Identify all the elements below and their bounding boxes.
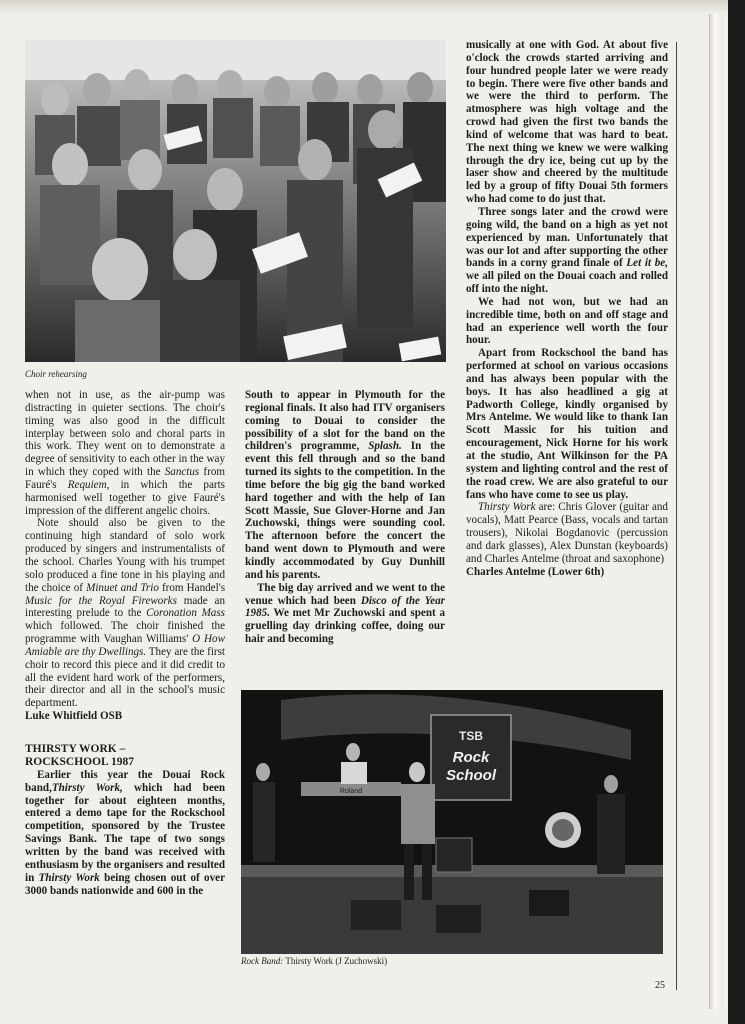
col3-paragraph-1: musically at one with God. At about five o'clock the crowds started arriving and four hundred people later we were ready to begin. There were five other bands and we were the third to perform. The atmosphere was high voltage and the crowd had given the first two bands the kind of welcome that was hard to beat. The next thing we knew we were walking through the dry ice, being cut up by the laser show and cheered by the multitude led by a group of fifty Douai 5th formers who had come to do just that. — [466, 39, 668, 206]
column-2 — [245, 389, 445, 646]
page-number: 25 — [655, 980, 665, 991]
col3-signature: Charles Antelme (Lower 6th) — [466, 565, 605, 578]
stage-banner-text: TSB — [459, 729, 483, 743]
column-3 — [466, 39, 668, 578]
article-heading — [25, 743, 225, 769]
choir-photo — [25, 40, 446, 362]
col3-paragraph-3: We had not won, but we had an incredible time, both on and off stage and had an experience well worth the four hour. — [466, 295, 668, 347]
amp-label: Roland — [339, 788, 363, 795]
page-top-shadow — [0, 0, 728, 14]
rock-band-photo-caption: Rock Band: Thirsty Work (J Zuchowski) — [241, 956, 388, 966]
column-rule — [676, 42, 677, 990]
column-1 — [25, 389, 225, 897]
col3-paragraph-4: Apart from Rockschool the band has performed at school on various occasions and has always been popular with the boys. It has also headlined a gig at Padworth College, kindly organised by Mrs Antelme. We would like to thank Ian Scott Massic for his tuition and encouragement, Nick Horne for his work at the studio, Ant Wilkinson for the PA system and lighting control and the rest of the road crew. We are also grateful to our fans who have come to see us play. — [466, 347, 668, 501]
col2-paragraph-2: The big day arrived and we went to the venue which had been Disco of the Year 1985. We met Mr Zuchowski and spent a gruelling day drinking coffee, doing our hair and becoming — [245, 581, 445, 646]
article-heading-line-1: THIRSTY WORK – — [25, 742, 126, 755]
choir-photo-caption: Choir rehearsing — [25, 369, 87, 379]
col1-paragraph-3: Earlier this year the Douai Rock band,Thirsty Work, which had been together for about eighteen months, entered a demo tape for the Rockschool competition, sponsored by the Trustee Savings Bank. The tape of two songs written by the band was received with enthusiasm by the organisers and resulted in Thirsty Work being chosen out of over 3000 bands nationwide and 600 in the — [25, 768, 225, 897]
rock-band-photo — [241, 690, 663, 954]
stage-logo-line-2: School — [445, 767, 497, 784]
page-edge — [709, 14, 723, 1009]
col1-signature: Luke Whitfield OSB — [25, 710, 123, 723]
article-heading-line-2: ROCKSCHOOL 1987 — [25, 755, 134, 768]
col1-paragraph-1: when not in use, as the air-pump was distracting in quieter sections. The choir's timing was also good in the difficult interplay between solo and choral parts in this work. They went on to demonstrate a degree of sensitivity to each other in the way in which they coped with the Sanctus from Fauré's Requiem, in which the parts harmonised well together to give Fauré's impression of the different angelic choirs. — [25, 389, 226, 517]
col2-paragraph-1: South to appear in Plymouth for the regional finals. It also had ITV organisers coming to Douai to consider the possibility of a slot for the band on the children's programme, Splash. In the event this fell through and so the band turned its sights to the competition. In the time before the big gig the band worked hard together and with the help of Ian Scott Massie, Sue Glover-Horne and Jan Zuchowski, things were sounding cool. The afternoon before the concert the band went down to Plymouth and were kindly accommodated by Guy Dunhill and his parents. — [245, 389, 445, 581]
col3-paragraph-2: Three songs later and the crowd were going wild, the band on a high as yet not experienced by man. Unfortunately that was our lot and after supporting the other bands in a corny grand finale of Let it be, we all piled on the Douai coach and rolled off into the night. — [466, 205, 668, 296]
stage-logo-line-1: Rock — [452, 749, 490, 766]
col1-paragraph-2: Note should also be given to the continuing high standard of solo work produced by singers and instrumentalists of the school. Charles Young with his trumpet solo produced a fine tone in his playing and the choice of Minuet and Trio from Handel's Music for the Royal Fireworks made an interesting prelude to the Coronation Mass which followed. The choir finished the programme with Vaughan Williams' O How Amiable are thy Dwellings. They are the first choir to record this piece and it did credit to all the evident hard work of the performers, their director and all in the school's music department. — [25, 517, 226, 710]
col3-paragraph-5: Thirsty Work are: Chris Glover (guitar and vocals), Matt Pearce (Bass, vocals and tartan trousers), Nikolai Bogdanovic (percussion and dark glasses), Alex Dunstan (keyboards) and Charles Antelme (throat and saxophone) — [466, 501, 668, 565]
